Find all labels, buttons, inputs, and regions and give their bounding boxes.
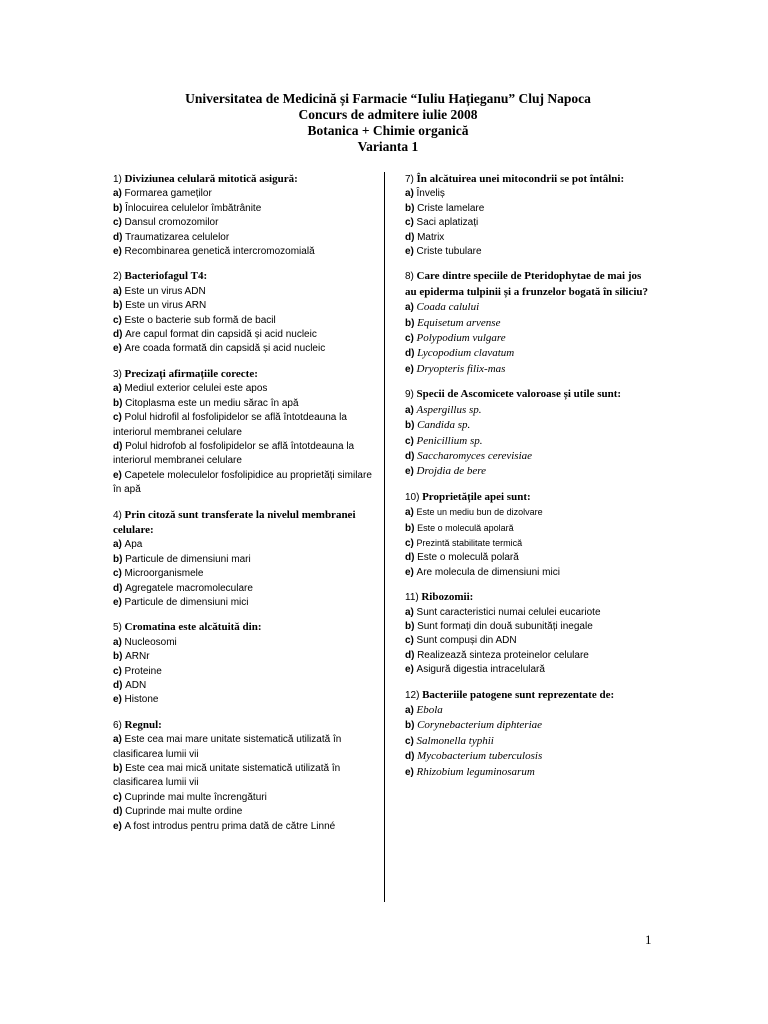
question-block bbox=[113, 172, 375, 259]
question-title bbox=[405, 387, 655, 402]
option-text: Candida sp. bbox=[417, 419, 471, 432]
option-letter: a) bbox=[405, 188, 414, 200]
answer-option bbox=[113, 650, 375, 664]
option-letter: c) bbox=[113, 791, 122, 803]
option-text: Sunt formați din două subunități inegale bbox=[417, 620, 593, 632]
option-text: Microorganismele bbox=[124, 568, 204, 580]
option-text: ADN bbox=[125, 680, 147, 691]
option-letter: e) bbox=[113, 694, 122, 706]
option-text: Mycobacterium tuberculosis bbox=[417, 750, 543, 763]
exam-title: Concurs de admitere iulie 2008 bbox=[298, 107, 478, 122]
answer-option bbox=[405, 505, 655, 520]
option-text: Înlocuirea celulelor îmbătrânite bbox=[125, 202, 262, 214]
option-text: Citoplasma este un mediu sărac în apă bbox=[125, 397, 299, 409]
answer-option bbox=[113, 299, 375, 313]
option-letter: a) bbox=[405, 705, 414, 716]
answer-option bbox=[405, 649, 655, 663]
option-letter: e) bbox=[405, 566, 414, 578]
option-letter: c) bbox=[405, 333, 414, 345]
question-number: 7) bbox=[405, 174, 414, 185]
answer-option bbox=[405, 521, 655, 536]
option-letter: a) bbox=[405, 302, 414, 314]
question-title bbox=[113, 172, 375, 187]
option-letter: c) bbox=[405, 735, 414, 747]
option-letter: e) bbox=[405, 363, 414, 375]
question-title bbox=[405, 172, 655, 187]
answer-option bbox=[113, 693, 375, 707]
option-text: Salmonella typhii bbox=[416, 734, 494, 747]
question-block bbox=[405, 387, 655, 479]
option-letter: a) bbox=[113, 285, 122, 297]
question-block bbox=[405, 590, 655, 677]
option-text: Criste lamelare bbox=[417, 202, 485, 214]
option-text: Dansul cromozomilor bbox=[124, 217, 219, 229]
question-number: 3) bbox=[113, 368, 122, 380]
question-text: Ribozomii: bbox=[421, 591, 474, 604]
question-title bbox=[405, 590, 655, 605]
option-text: Corynebacterium diphteriae bbox=[417, 719, 543, 732]
option-text: Agregatele macromoleculare bbox=[125, 582, 253, 594]
question-number: 6) bbox=[113, 719, 122, 731]
option-text: Ebola bbox=[416, 704, 443, 716]
question-text: Precizați afirmațiile corecte: bbox=[124, 367, 258, 380]
answer-option bbox=[405, 245, 655, 259]
question-title bbox=[405, 490, 655, 505]
option-letter: c) bbox=[113, 217, 122, 229]
answer-option bbox=[113, 285, 375, 299]
question-number: 8) bbox=[405, 271, 414, 283]
option-text: Polul hidrofob al fosfolipidelor se află întotdeauna la interiorul membranei celulare bbox=[113, 440, 355, 467]
question-number: 12) bbox=[405, 689, 420, 701]
option-letter: d) bbox=[405, 450, 415, 462]
answer-option bbox=[405, 734, 655, 749]
question-block bbox=[405, 688, 655, 780]
option-text: Mediul exterior celulei este apos bbox=[124, 383, 268, 395]
question-number: 2) bbox=[113, 271, 122, 283]
question-text: Bacteriofagul T4: bbox=[124, 270, 208, 283]
answer-option bbox=[113, 382, 375, 396]
answer-option bbox=[405, 316, 655, 331]
option-letter: e) bbox=[405, 466, 414, 478]
option-text: Polul hidrofil al fosfolipidelor se află întotdeauna la interiorul membranei celulare bbox=[113, 412, 347, 438]
option-letter: d) bbox=[113, 440, 123, 452]
option-letter: c) bbox=[405, 537, 414, 549]
answer-option bbox=[113, 440, 375, 469]
question-number: 5) bbox=[113, 622, 122, 634]
answer-option bbox=[405, 566, 655, 580]
option-text: Traumatizarea celulelor bbox=[125, 231, 230, 243]
question-block bbox=[113, 718, 375, 834]
question-number: 9) bbox=[405, 389, 414, 401]
option-letter: a) bbox=[113, 539, 122, 551]
option-letter: b) bbox=[113, 202, 123, 214]
answer-option bbox=[113, 202, 375, 216]
question-title bbox=[113, 508, 375, 539]
answer-option bbox=[405, 362, 655, 377]
answer-option bbox=[405, 551, 655, 565]
option-text: Recombinarea genetică intercromozomială bbox=[124, 246, 315, 258]
answer-option bbox=[113, 636, 375, 650]
option-text: Rhizobium leguminosarum bbox=[416, 765, 535, 778]
option-text: Este un virus ADN bbox=[124, 285, 206, 297]
option-letter: a) bbox=[113, 734, 122, 746]
option-letter: c) bbox=[405, 435, 414, 447]
answer-option bbox=[113, 411, 375, 440]
answer-option bbox=[405, 187, 655, 201]
answer-option bbox=[113, 679, 375, 693]
question-number: 4) bbox=[113, 509, 122, 521]
option-text: Este o bacterie sub formă de bacil bbox=[124, 314, 276, 326]
answer-option bbox=[113, 314, 375, 328]
option-letter: e) bbox=[405, 246, 414, 258]
answer-option bbox=[405, 464, 655, 479]
question-text: În alcătuirea unei mitocondrii se pot întâlni: bbox=[416, 173, 625, 185]
option-text: Formarea gameților bbox=[124, 188, 212, 200]
answer-option bbox=[405, 331, 655, 346]
option-letter: a) bbox=[113, 383, 122, 395]
question-title bbox=[405, 688, 655, 703]
answer-option bbox=[113, 187, 375, 201]
option-text: Capetele moleculelor fosfolipidice au proprietăți similare în apă bbox=[113, 469, 372, 496]
question-block bbox=[405, 490, 655, 580]
question-block bbox=[405, 269, 655, 377]
column-divider bbox=[384, 172, 385, 902]
option-text: Este o moleculă apolară bbox=[417, 522, 514, 533]
answer-option bbox=[113, 328, 375, 342]
answer-option bbox=[405, 606, 655, 620]
answer-option bbox=[113, 553, 375, 567]
option-letter: b) bbox=[405, 522, 415, 534]
answer-option bbox=[113, 791, 375, 805]
option-text: Este un virus ARN bbox=[125, 300, 207, 312]
option-text: Coada calului bbox=[416, 301, 480, 314]
option-text: Este cea mai mare unitate sistematică utilizată în clasificarea lumii vii bbox=[113, 734, 342, 760]
question-text: Bacteriile patogene sunt reprezentate de: bbox=[422, 688, 615, 701]
answer-option bbox=[113, 805, 375, 819]
option-letter: c) bbox=[113, 314, 122, 326]
question-number: 10) bbox=[405, 491, 420, 503]
option-letter: d) bbox=[405, 348, 415, 360]
answer-option bbox=[113, 397, 375, 411]
university-title: Universitatea de Medicină și Farmacie “Iuliu Hațieganu” Cluj Napoca bbox=[185, 91, 591, 106]
option-letter: a) bbox=[405, 606, 414, 618]
question-text: Care dintre speciile de Pteridophytae de mai jos au epiderma tulpinii și a frunzelor bogată în siliciu? bbox=[405, 270, 649, 298]
option-letter: e) bbox=[113, 596, 122, 608]
option-text: Drojdia de bere bbox=[416, 465, 486, 478]
option-letter: d) bbox=[405, 552, 415, 564]
option-letter: d) bbox=[113, 680, 123, 691]
option-text: A fost introdus pentru prima dată de către Linné bbox=[124, 820, 336, 832]
answer-option bbox=[405, 418, 655, 433]
question-block bbox=[113, 367, 375, 498]
option-letter: b) bbox=[405, 202, 415, 214]
option-text: Particule de dimensiuni mari bbox=[125, 553, 251, 565]
option-text: Prezintă stabilitate termică bbox=[416, 537, 523, 548]
option-text: Lycopodium clavatum bbox=[417, 347, 515, 360]
option-letter: b) bbox=[405, 720, 415, 732]
answer-option bbox=[405, 202, 655, 216]
option-letter: a) bbox=[113, 188, 122, 200]
option-letter: e) bbox=[405, 664, 414, 676]
option-letter: b) bbox=[113, 553, 123, 565]
answer-option bbox=[113, 567, 375, 581]
option-text: Este o moleculă polară bbox=[417, 552, 519, 564]
option-text: Aspergillus sp. bbox=[416, 403, 482, 416]
option-text: Sunt caracteristici numai celulei eucariote bbox=[416, 606, 601, 618]
variant-title: Varianta 1 bbox=[357, 139, 419, 154]
option-text: Saccharomyces cerevisiae bbox=[417, 449, 533, 462]
question-text: Prin citoză sunt transferate la nivelul membranei celulare: bbox=[113, 508, 356, 536]
option-letter: b) bbox=[113, 300, 123, 312]
option-letter: d) bbox=[113, 806, 123, 818]
question-number: 1) bbox=[113, 174, 122, 185]
answer-option bbox=[113, 216, 375, 230]
option-letter: e) bbox=[113, 246, 122, 258]
option-text: Criste tubulare bbox=[416, 246, 482, 258]
option-letter: e) bbox=[113, 469, 122, 481]
question-text: Diviziunea celulară mitotică asigură: bbox=[124, 173, 298, 185]
answer-option bbox=[405, 634, 655, 648]
option-text: Equisetum arvense bbox=[417, 316, 501, 329]
option-letter: c) bbox=[405, 635, 414, 647]
answer-option bbox=[113, 342, 375, 356]
option-letter: b) bbox=[405, 420, 415, 432]
option-text: Nucleosomi bbox=[124, 636, 177, 648]
answer-option bbox=[113, 469, 375, 498]
question-block bbox=[113, 620, 375, 707]
question-text: Cromatina este alcătuită din: bbox=[124, 621, 262, 634]
option-letter: a) bbox=[113, 636, 122, 648]
option-text: Histone bbox=[124, 694, 159, 706]
option-letter: d) bbox=[405, 231, 415, 243]
option-text: Matrix bbox=[417, 231, 445, 243]
answer-option bbox=[113, 665, 375, 679]
answer-option bbox=[405, 449, 655, 464]
option-letter: d) bbox=[113, 582, 123, 594]
option-letter: c) bbox=[113, 412, 122, 424]
option-text: Are coada formată din capsidă și acid nucleic bbox=[124, 343, 326, 355]
option-text: Polypodium vulgare bbox=[416, 332, 506, 345]
question-title bbox=[113, 269, 375, 284]
answer-option bbox=[405, 536, 655, 551]
answer-option bbox=[113, 820, 375, 834]
option-text: Are capul format din capsidă și acid nucleic bbox=[125, 329, 317, 341]
option-text: Cuprinde mai multe ordine bbox=[125, 806, 243, 818]
option-letter: d) bbox=[405, 649, 415, 661]
document-header bbox=[0, 91, 768, 155]
question-text: Proprietățile apei sunt: bbox=[422, 490, 531, 503]
option-text: Proteine bbox=[124, 665, 162, 677]
question-block bbox=[113, 269, 375, 356]
option-text: Dryopteris filix-mas bbox=[416, 362, 506, 375]
answer-option bbox=[405, 231, 655, 245]
question-title bbox=[113, 718, 375, 733]
answer-option bbox=[405, 749, 655, 764]
question-number: 11) bbox=[405, 592, 419, 604]
question-block bbox=[113, 508, 375, 611]
option-text: Particule de dimensiuni mici bbox=[124, 596, 249, 608]
question-text: Specii de Ascomicete valoroase și utile sunt: bbox=[416, 388, 622, 401]
page-number: 1 bbox=[645, 932, 652, 947]
option-text: Penicillium sp. bbox=[416, 434, 483, 447]
option-letter: b) bbox=[113, 651, 123, 663]
answer-option bbox=[113, 231, 375, 245]
answer-option bbox=[405, 718, 655, 733]
left-question-column bbox=[113, 172, 375, 844]
question-title bbox=[405, 269, 655, 300]
answer-option bbox=[405, 300, 655, 315]
subject-title: Botanica + Chimie organică bbox=[307, 123, 469, 138]
option-letter: b) bbox=[405, 317, 415, 329]
answer-option bbox=[113, 733, 375, 762]
option-letter: e) bbox=[113, 820, 122, 832]
option-letter: a) bbox=[405, 507, 414, 519]
option-text: Sunt compuși din ADN bbox=[416, 635, 517, 647]
option-text: Cuprinde mai multe încrengături bbox=[124, 791, 267, 803]
option-letter: c) bbox=[113, 665, 122, 677]
answer-option bbox=[405, 346, 655, 361]
answer-option bbox=[113, 538, 375, 552]
option-letter: e) bbox=[113, 343, 122, 355]
option-text: Realizează sinteza proteinelor celulare bbox=[417, 649, 589, 661]
option-letter: c) bbox=[405, 217, 414, 229]
option-text: Este un mediu bun de dizolvare bbox=[416, 507, 543, 518]
answer-option bbox=[405, 663, 655, 677]
answer-option bbox=[113, 582, 375, 596]
option-text: Este cea mai mică unitate sistematică utilizată în clasificarea lumii vii bbox=[113, 763, 341, 789]
option-text: Saci aplatizați bbox=[416, 217, 479, 229]
question-title bbox=[113, 620, 375, 635]
option-letter: b) bbox=[405, 620, 415, 632]
right-question-column bbox=[405, 172, 655, 790]
answer-option bbox=[405, 703, 655, 718]
answer-option bbox=[405, 403, 655, 418]
answer-option bbox=[405, 434, 655, 449]
option-text: Are molecula de dimensiuni mici bbox=[416, 566, 560, 578]
option-text: ARNr bbox=[125, 651, 150, 663]
answer-option bbox=[405, 765, 655, 780]
option-text: Apa bbox=[124, 539, 143, 551]
option-letter: d) bbox=[405, 751, 415, 763]
option-letter: a) bbox=[405, 404, 414, 416]
option-letter: b) bbox=[113, 763, 123, 775]
option-letter: b) bbox=[113, 397, 123, 409]
option-letter: c) bbox=[113, 568, 122, 580]
answer-option bbox=[405, 216, 655, 230]
option-letter: d) bbox=[113, 231, 123, 243]
question-title bbox=[113, 367, 375, 382]
answer-option bbox=[113, 245, 375, 259]
option-text: Înveliș bbox=[416, 188, 445, 200]
option-letter: d) bbox=[113, 329, 123, 341]
question-text: Regnul: bbox=[124, 718, 162, 731]
answer-option bbox=[113, 762, 375, 791]
option-letter: e) bbox=[405, 766, 414, 778]
question-block bbox=[405, 172, 655, 259]
option-text: Asigură digestia intracelulară bbox=[416, 664, 545, 676]
answer-option bbox=[113, 596, 375, 610]
answer-option bbox=[405, 620, 655, 634]
